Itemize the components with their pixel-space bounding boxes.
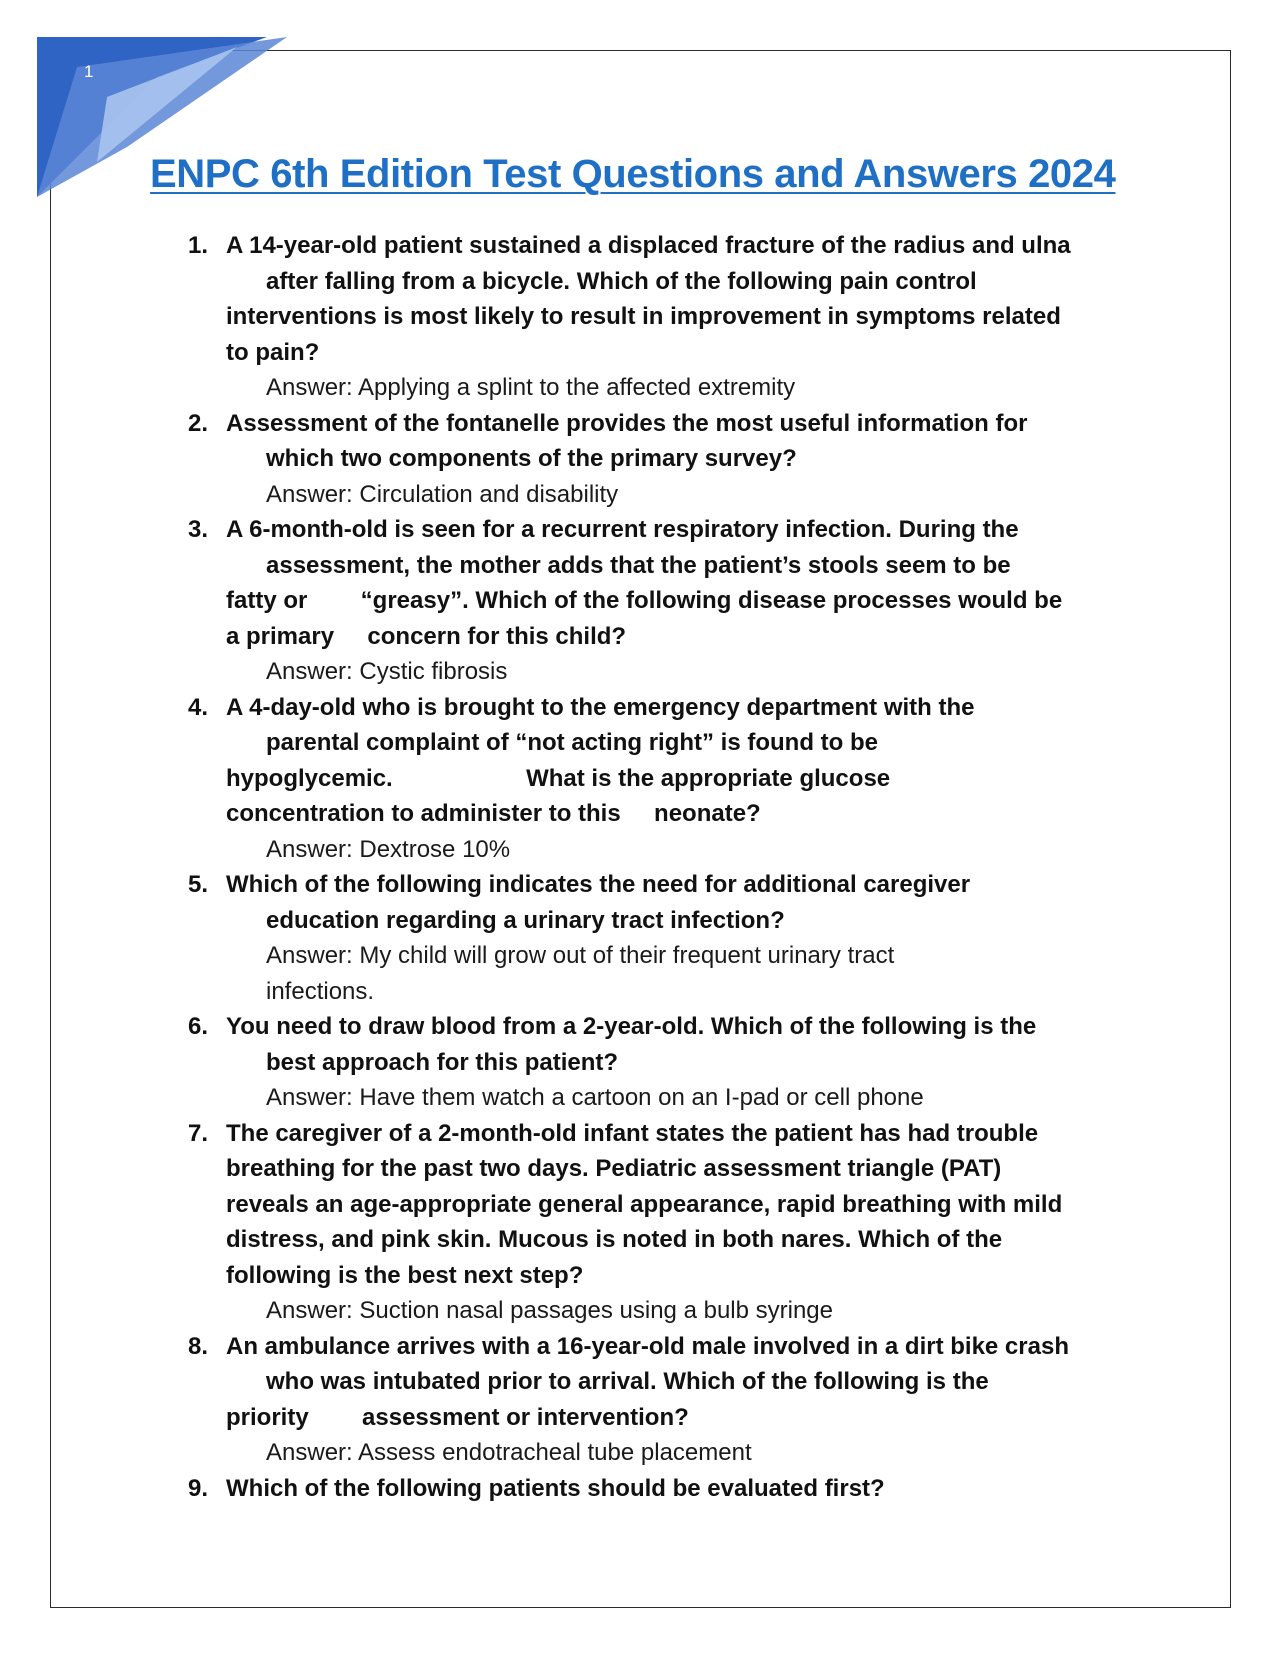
question-text <box>226 690 1138 832</box>
question-line: Which of the following patients should be evaluated first? <box>226 1474 885 1502</box>
question-item-5 <box>178 867 1138 1009</box>
answer-text: Answer: Have them watch a cartoon on an I-pad or cell phone <box>266 1084 924 1111</box>
answer-text: Answer: Applying a splint to the affected extremity <box>266 374 796 401</box>
question-item-6 <box>178 1009 1138 1116</box>
question-line: interventions is most likely to result in improvement in symptoms related <box>226 303 1061 330</box>
question-line: distress, and pink skin. Mucous is noted in both nares. Which of the <box>226 1226 1003 1253</box>
question-line: which two components of the primary survey? <box>266 445 797 472</box>
question-text <box>226 1329 1138 1436</box>
answer-text: Answer: My child will grow out of their frequent urinary tract <box>266 942 895 969</box>
question-line: You need to draw blood from a 2-year-old. Which of the following is the <box>226 1013 1037 1040</box>
question-line: concentration to administer to this neonate? <box>226 800 761 827</box>
question-number: 9. <box>188 1474 209 1502</box>
question-line: priority assessment or intervention? <box>226 1403 689 1431</box>
question-line: An ambulance arrives with a 16-year-old male involved in a dirt bike crash <box>226 1332 1069 1360</box>
question-line: hypoglycemic. What is the appropriate glucose <box>226 764 891 792</box>
question-line: parental complaint of “not acting right” is found to be <box>266 729 878 756</box>
question-number: 1. <box>188 232 209 259</box>
question-line: A 4-day-old who is brought to the emergency department with the <box>226 693 975 721</box>
question-line: best approach for this patient? <box>266 1048 619 1076</box>
question-number: 8. <box>188 1332 209 1360</box>
answer-text: Answer: Circulation and disability <box>266 480 619 508</box>
question-line: Assessment of the fontanelle provides the most useful information for <box>226 409 1028 437</box>
question-item-4 <box>178 690 1138 868</box>
answer-text: Answer: Dextrose 10% <box>266 835 511 863</box>
question-line: a primary concern for this child? <box>226 622 627 650</box>
question-line: education regarding a urinary tract infection? <box>266 906 785 934</box>
question-list <box>178 228 1138 1506</box>
question-line: reveals an age-appropriate general appearance, rapid breathing with mild <box>226 1190 1063 1218</box>
question-line: Which of the following indicates the need for additional caregiver <box>226 871 971 898</box>
answer-text-continued: infections. <box>266 977 375 1005</box>
question-line: to pain? <box>226 338 320 366</box>
question-text <box>226 228 1138 370</box>
question-number: 3. <box>188 516 209 543</box>
question-line: assessment, the mother adds that the patient’s stools seem to be <box>266 551 1011 579</box>
question-line: who was intubated prior to arrival. Which of the following is the <box>266 1368 989 1395</box>
question-item-2 <box>178 406 1138 513</box>
question-text <box>226 512 1138 654</box>
question-text <box>226 1009 1138 1080</box>
question-line: A 6-month-old is seen for a recurrent respiratory infection. During the <box>226 516 1019 543</box>
question-line: following is the best next step? <box>226 1261 584 1289</box>
question-number: 4. <box>188 693 209 721</box>
question-item-3 <box>178 512 1138 690</box>
question-item-8 <box>178 1329 1138 1471</box>
question-text <box>226 1471 1138 1507</box>
answer-text: Answer: Cystic fibrosis <box>266 658 508 685</box>
answer-text: Answer: Assess endotracheal tube placement <box>266 1439 752 1466</box>
question-item-9 <box>178 1471 1138 1507</box>
question-number: 6. <box>188 1013 209 1040</box>
page-number: 1 <box>84 62 94 81</box>
question-item-7 <box>178 1116 1138 1329</box>
question-line: fatty or “greasy”. Which of the following disease processes would be <box>226 587 1063 614</box>
question-line: The caregiver of a 2-month-old infant states the patient has had trouble <box>226 1119 1039 1147</box>
question-number: 2. <box>188 409 209 437</box>
question-line: A 14-year-old patient sustained a displaced fracture of the radius and ulna <box>226 232 1071 259</box>
question-item-1 <box>178 228 1138 406</box>
question-text <box>226 1116 1138 1294</box>
question-number: 5. <box>188 871 209 898</box>
document-title: ENPC 6th Edition Test Questions and Answers 2024 <box>150 152 1116 196</box>
question-text <box>226 406 1138 477</box>
question-number: 7. <box>188 1119 209 1147</box>
answer-text: Answer: Suction nasal passages using a bulb syringe <box>266 1297 833 1324</box>
question-text <box>226 867 1138 938</box>
question-line: breathing for the past two days. Pediatric assessment triangle (PAT) <box>226 1155 1002 1182</box>
question-line: after falling from a bicycle. Which of the following pain control <box>266 267 977 295</box>
